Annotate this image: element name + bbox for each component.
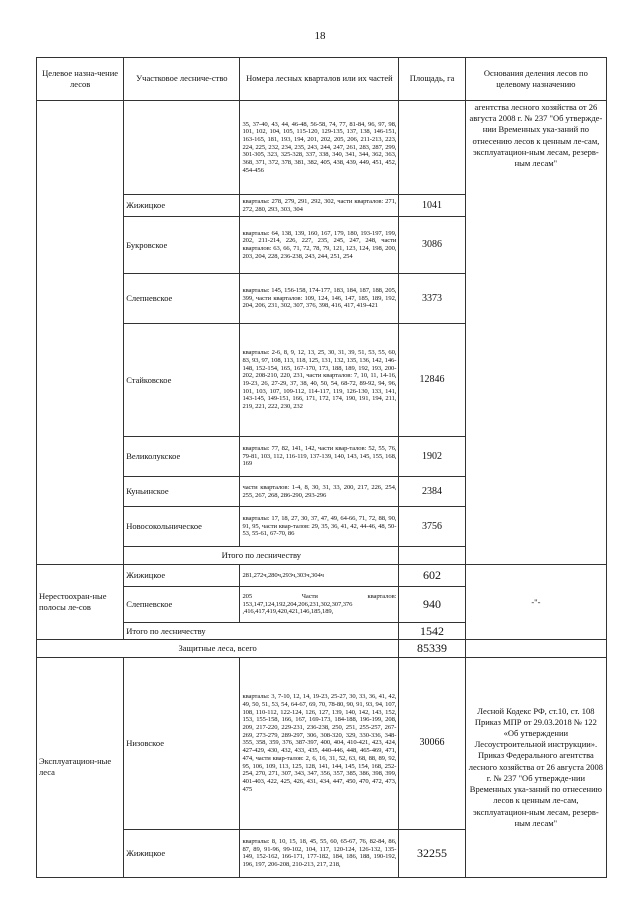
header-area: Площадь, га [399, 58, 465, 101]
quarters-cell: кварталы: 77, 82, 141, 142, части квар-талов: 52, 55, 76, 79-81, 103, 112, 116-119, 137-139, 140, 143, 145, 155, 168, 169 [240, 437, 399, 477]
quarters-cell: кварталы: 3, 7-10, 12, 14, 19-23, 25-27, 30, 33, 36, 41, 42, 49, 50, 51, 53, 54, 64-67, 69, 70, 78-80, 90, 91, 93, 94, 107, 108, 110-112, 122-124, 126, 127, 139, 140, 142, 143, 152, 153, 155-158, 166, 167, 169-173, 184-188, 196-199, 208, 209, 217-220, 229-231, 236-238, 250, 251, 255-257, 267-269, 273-279, 289-297, 306, 308-320, 329, 330-336, 348-355, 358, 359, 376, 387-397, 400, 404, 410-421, 423, 424, 427-429, 430, 432, 433, 435, 440-446, 448, 465-469, 471, 474, части квар-талов: 2, 6, 16, 31, 52, 63, 68, 88, 89, 92, 95, 106, 109, 113, 125, 128, 141, 144, 145, 154, 168, 252-254, 270, 271, 307, 343, 347, 356, 357, 385, 386, 398, 399, 401-403, 422, 425, 426, 431, 434, 447, 450, 470, 472, 473, 475 [240, 657, 399, 829]
header-basis: Основания деления лесов по целевому назначению [465, 58, 606, 101]
district-cell: Букровское [124, 217, 240, 274]
quarters-cell: 281,272ч,280ч,293ч,303ч,304ч [240, 565, 399, 587]
purpose-cell: Нерестоохран-ные полосы ле-сов [37, 565, 124, 640]
quarters-cell: кварталы: 2-6, 8, 9, 12, 13, 25, 30, 31, 39, 51, 53, 55, 60, 83, 93, 97, 108, 113, 118, 125, 131, 132, 135, 136, 142, 146-148, 152-154, 165, 167-170, 173, 188, 189, 192, 193, 200-202, 208-210, 220, 231, части кварталов: 7, 10, 11, 14-16, 19-23, 26, 27-29, 37, 38, 40, 50, 54, 68-72, 89-92, 94, 96, 101, 103, 107, 109-112, 114-117, 119, 126-130, 133, 141, 143-145, 149-151, 166, 171, 172, 174, 190, 191, 194, 211, 219, 221, 222, 230, 232 [240, 324, 399, 437]
basis-cell: -"- [465, 565, 606, 640]
quarters-cell: кварталы: 145, 156-158, 174-177, 183, 184, 187, 188, 205, 399, части кварталов: 109, 124, 146, 147, 185, 189, 192, 204, 206, 231, 302, 307, 376, 398, 416, 417, 419-421 [240, 274, 399, 324]
area-cell: 2384 [399, 477, 465, 507]
empty-cell [465, 640, 606, 657]
quarters-cell: части кварталов: 1-4, 8, 30, 31, 33, 200, 217, 226, 254, 255, 267, 268, 286-290, 293-296 [240, 477, 399, 507]
district-cell: Новосокольническое [124, 507, 240, 547]
table-row [37, 565, 607, 587]
header-quarters: Номера лесных кварталов или их частей [240, 58, 399, 101]
district-cell: Жижицкое [124, 565, 240, 587]
forest-purpose-table [36, 57, 607, 878]
area-cell: 3756 [399, 507, 465, 547]
area-cell: 3373 [399, 274, 465, 324]
district-cell: Слепневское [124, 274, 240, 324]
quarters-cell: 35, 37-40, 43, 44, 46-48, 56-58, 74, 77, 81-84, 96, 97, 98, 101, 102, 104, 105, 115-120, 129-135, 137, 138, 146-151, 163-165, 181, 193, 194, 201, 202, 205, 206, 211-213, 223, 224, 225, 232, 234, 235, 243, 244, 247, 261, 283, 287, 299, 301-305, 323, 325-328, 337, 338, 340, 341, 344, 362, 363, 368, 371, 372, 378, 381, 382, 405, 438, 439, 449, 451, 452, 454-456 [240, 101, 399, 195]
district-cell: Куньинское [124, 477, 240, 507]
district-cell [124, 101, 240, 195]
basis-cell-continued: агентства лесного хозяйства от 26 августа 2008 г. № 237 "Об утвержде-нии Временных ука-заний по отнесению лесов к ценным ле-сам, эксплуатацион-ным лесам, резерв-ным лесам" [465, 101, 606, 565]
basis-cell: Лесной Кодекс РФ, ст.10, ст. 108 Приказ МПР от 29.03.2018 № 122 «Об утверждении Лесоустроительной инструкции». Приказ Федерального агентства лесного хозяйства от 26 августа 2008 г. № 237 "Об утвержде-нии Временных ука-заний по отнесению лесов к ценным ле-сам, эксплуатацион-ным лесам, резерв-ным лесам" [465, 657, 606, 877]
district-cell: Низовское [124, 657, 240, 829]
purpose-cell-continued [37, 101, 124, 565]
area-cell: 1902 [399, 437, 465, 477]
area-cell: 3086 [399, 217, 465, 274]
protective-total-label: Защитные леса, всего [37, 640, 399, 657]
area-cell: 12846 [399, 324, 465, 437]
header-purpose: Целевое назна-чение лесов [37, 58, 124, 101]
table-header-row [37, 58, 607, 101]
district-cell: Стайковское [124, 324, 240, 437]
district-cell: Жижицкое [124, 829, 240, 877]
subtotal-label: Итого по лесничеству [124, 623, 399, 640]
area-cell: 30066 [399, 657, 465, 829]
district-cell: Великолукское [124, 437, 240, 477]
quarters-cell: 205 Части кварталов: 153,147,124,192,204,206,231,302,307,376 ,416,417,419,420,421,146,185,189, [240, 587, 399, 623]
district-cell: Слепневское [124, 587, 240, 623]
quarters-cell: кварталы: 278, 279, 291, 292, 302, части кварталов: 271, 272, 280, 293, 303, 304 [240, 195, 399, 217]
quarters-cell: кварталы: 64, 138, 139, 160, 167, 179, 180, 193-197, 199, 202, 211-214, 226, 227, 235, 245, 247, 248, части кварталов: 63, 66, 71, 72, 78, 79, 121, 123, 124, 198, 200, 203, 204, 228, 236-238, 243, 244, 251, 254 [240, 217, 399, 274]
subtotal-area [399, 547, 465, 565]
district-cell: Жижицкое [124, 195, 240, 217]
table-row [37, 101, 607, 195]
purpose-cell: Эксплуатацион-ные леса [37, 657, 124, 877]
header-district: Участковое лесниче-ство [124, 58, 240, 101]
quarters-cell: кварталы: 8, 10, 15, 18, 45, 55, 60, 65-67, 76, 82-84, 86, 87, 89, 91-96, 99-102, 104, 117, 120-124, 126-132, 135-149, 152-162, 166-171, 177-182, 184, 186, 188, 190-192, 196, 197, 206-208, 210-213, 217, 218, [240, 829, 399, 877]
table-row [37, 657, 607, 829]
area-cell: 32255 [399, 829, 465, 877]
subtotal-area: 1542 [399, 623, 465, 640]
protective-total-area: 85339 [399, 640, 465, 657]
area-cell: 940 [399, 587, 465, 623]
page-number: 18 [314, 30, 326, 42]
area-cell: 602 [399, 565, 465, 587]
total-row [37, 640, 607, 657]
subtotal-label: Итого по лесничеству [124, 547, 399, 565]
quarters-cell: кварталы: 17, 18, 27, 30, 37, 47, 49, 64-66, 71, 72, 88, 90, 91, 95, части квар-талов: 29, 35, 36, 41, 42, 44-46, 48, 50-53, 55-61, 67-70, 86 [240, 507, 399, 547]
area-cell [399, 101, 465, 195]
area-cell: 1041 [399, 195, 465, 217]
